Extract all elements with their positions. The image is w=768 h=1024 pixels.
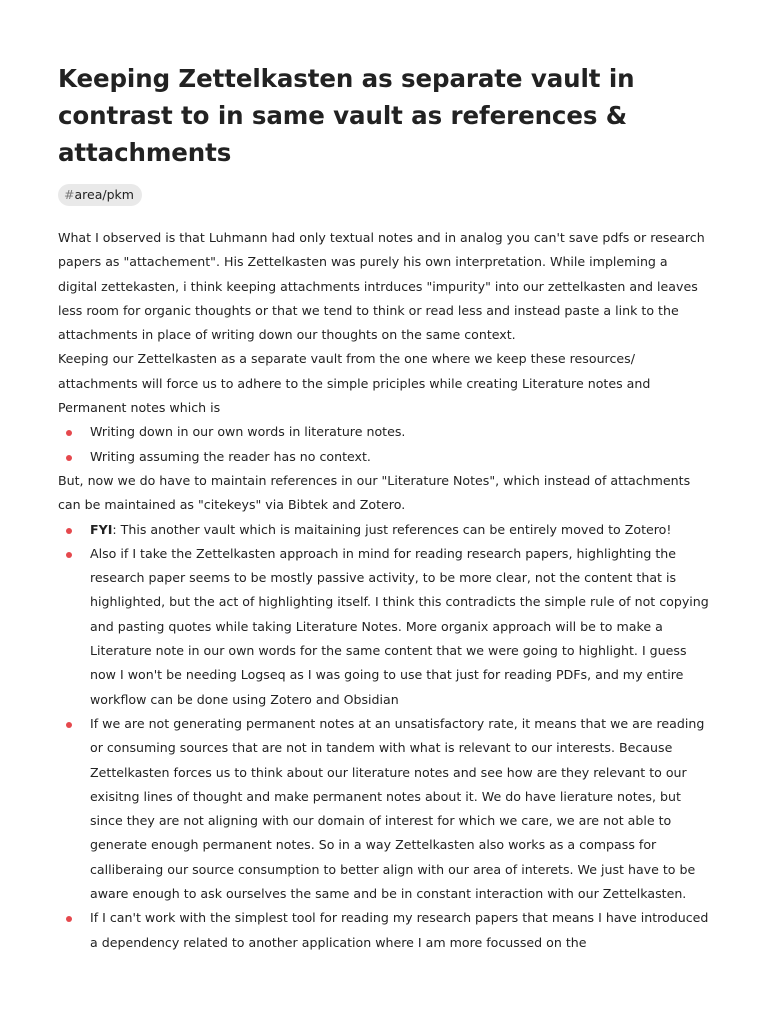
list-item: [58, 542, 710, 712]
paragraph-2: Keeping our Zettelkasten as a separate vault from the one where we keep these resources/ attachments will force us to adhere to the simple priciples while creating Literature notes and Permanent notes which is: [58, 351, 651, 416]
tag-hash: #: [64, 187, 75, 202]
bullet-icon: [66, 528, 72, 534]
list-item-text: Writing assuming the reader has no context.: [90, 448, 371, 464]
paragraph-3: But, now we do have to maintain references in our "Literature Notes", which instead of attachments can be maintained as "citekeys" via Bibtek and Zotero.: [58, 472, 691, 513]
bullet-list-2: [58, 518, 710, 955]
tag-label: area/pkm: [74, 187, 134, 202]
bullet-icon: [66, 430, 72, 436]
list-item-bold: FYI: [90, 521, 113, 537]
list-item-text: Writing down in our own words in literature notes.: [90, 424, 406, 440]
bullet-icon: [66, 455, 72, 461]
list-item: [58, 445, 710, 469]
list-item: [58, 712, 710, 906]
list-item-text: If I can't work with the simplest tool for reading my research papers that means I have introduced a dependency related to another application where I am more focussed on the: [90, 910, 709, 950]
list-item-text: If we are not generating permanent notes at an unsatisfactory rate, it means that we are reading or consuming sources that are not in tandem with what is relevant to our interests. Because Zettelkasten forces us to think about our literature notes and see how are they relevant to our exisitng lines of thought and make permanent notes about it. We do have lierature notes, but since they are not aligning with our domain of interest for which we care, we are not able to generate enough permanent notes. So in a way Zettelkasten also works as a compass for calliberaing our source consumption to better align with our area of interets. We just have to be aware enough to ask ourselves the same and be in constant interaction with our Zettelkasten.: [90, 715, 705, 902]
bullet-icon: [66, 722, 72, 728]
paragraph-1: What I observed is that Luhmann had only textual notes and in analog you can't save pdfs or research papers as "attachement". His Zettelkasten was purely his own interpretation. While impleming a digital zettekasten, i think keeping attachments intrduces "impurity" into our zettelkasten and leaves less room for organic thoughts or that we tend to think or read less and instead paste a link to the attachments in place of writing down our thoughts on the same context.: [58, 230, 705, 343]
bullet-icon: [66, 552, 72, 558]
note-title: Keeping Zettelkasten as separate vault in contrast to in same vault as references & attachments: [58, 64, 635, 167]
bullet-icon: [66, 916, 72, 922]
note-body: [58, 226, 710, 955]
list-item-text: Also if I take the Zettelkasten approach in mind for reading research papers, highlighting the research paper seems to be mostly passive activity, to be more clear, not the content that is highlighted, but the act of highlighting itself. I think this contradicts the simple rule of not copying and pasting quotes while taking Literature Notes. More organix approach will be to make a Literature note in our own words for the same content that we were going to highlight. I guess now I won't be needing Logseq as I was going to use that just for reading PDFs, and my entire workflow can be done using Zotero and Obsidian: [90, 545, 709, 707]
list-item: [58, 518, 710, 542]
list-item: [58, 906, 710, 955]
list-item-text: : This another vault which is maitaining just references can be entirely moved to Zotero!: [112, 521, 672, 537]
list-item: [58, 420, 710, 444]
bullet-list-1: [58, 420, 710, 469]
tag-pill[interactable]: [58, 184, 142, 206]
tag-row: [58, 184, 710, 208]
